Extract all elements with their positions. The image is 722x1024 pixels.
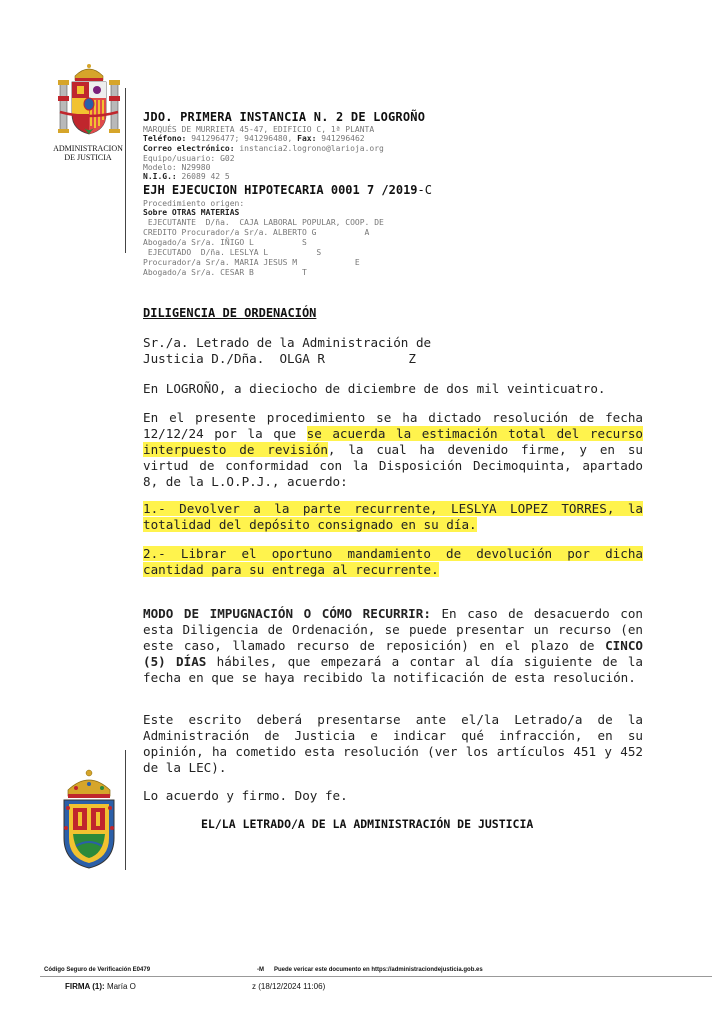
footer-rule [40,976,712,977]
party-line-1: EJECUTANTE D/ña. CAJA LABORAL POPULAR, COOP. DE [143,218,384,227]
item-2 [143,546,643,578]
coat-of-arms-la-rioja-logo [58,768,120,870]
telefono-label: Teléfono: [143,134,187,143]
letrado-line-2: Justicia D./Dña. OLGA R Z [143,351,416,366]
logo-caption-line-2: DE JUSTICIA [64,153,112,162]
party-line-3: Abogado/a Sr/a. IÑIGO L S [143,238,307,247]
firma-title: EL/LA LETRADO/A DE LA ADMINISTRACIÓN DE JUSTICIA [201,817,534,831]
item-1 [143,501,643,533]
email-label: Correo electrónico: [143,144,235,153]
modo-label: MODO DE IMPUGNACIÓN O CÓMO RECURRIR: [143,606,431,621]
modo-text-b: hábiles, que empezará a contar al día siguiente de la fecha en que se haya recibido la notificación de esta resolución. [143,654,643,685]
firma-name: María O [106,982,136,991]
footer-m: -M [257,967,264,973]
firma-date: z (18/12/2024 11:06) [252,982,326,991]
party-line-4: EJECUTADO D/ña. LESLYA L S [143,248,322,257]
nig-label: N.I.G.: [143,172,177,181]
modo-plazo: CINCO (5) DÍAS [143,638,643,669]
margin-rule-top [125,88,126,253]
logo-caption [52,144,124,162]
resolution-text-a: En el presente procedimiento se ha dictado resolución de fecha 12/12/24 por la que [143,410,643,441]
email-value: instancia2.logrono@larioja.org [239,144,384,153]
procedimiento-origen: Procedimiento origen: [143,199,245,208]
diligencia-title: DILIGENCIA DE ORDENACIÓN [143,306,317,320]
footer-firma-line [65,982,136,991]
sobre-text: Sobre OTRAS MATERIAS [143,208,240,217]
fax-value: 941296462 [321,134,365,143]
item-2-text: 2.- Librar el oportuno mandamiento de devolución por dicha cantidad para su entrega al recurrente. [143,546,643,577]
item-1-text: 1.- Devolver a la parte recurrente, LESLYA LOPEZ TORRES, la totalidad del depósito consignado en su día. [143,501,643,532]
party-line-6: Abogado/a Sr/a. CESAR B T [143,268,307,277]
margin-rule-bottom [125,750,126,870]
resolution-highlight: se acuerda la estimación total del recurso interpuesto de revisión [143,426,643,457]
modo-impugnacion-paragraph [143,606,643,686]
logo-caption-line-1: ADMINISTRACION [53,144,123,153]
firma-label: FIRMA (1): [65,982,105,991]
escrito-paragraph [143,712,643,776]
party-line-5: Procurador/a Sr/a. MARIA JESUS M E [143,258,360,267]
acuerdo-line: Lo acuerdo y firmo. Doy fe. [143,788,348,803]
footer-codigo: Código Seguro de Verificación E0479 [44,967,151,973]
modo-text-a: En caso de desacuerdo con esta Diligencia de Ordenación, se puede presentar un recurso (en este caso, llamado recurso de reposición) en el plazo de [143,606,643,653]
modelo: Modelo: N29980 [143,163,211,172]
nig-line [143,172,230,182]
resolution-text-b: , la cual ha devenido firme, y en su virtud de conformidad con la Disposición Decimoquinta, apartado 8, de la L.O.P.J., acuerdo: [143,442,643,489]
footer-verificar: Puede vericar este documento en https://administraciondejusticia.gob.es [274,967,483,973]
coat-of-arms-spain-logo [58,62,120,144]
party-line-2: CREDITO Procurador/a Sr/a. ALBERTO G A [143,228,370,237]
telefono-value: 941296477; 941296480, [191,134,293,143]
resolution-paragraph [143,410,643,490]
court-email-line [143,144,384,154]
fax-label: Fax: [297,134,317,143]
court-phone-line [143,134,365,144]
sobre-materias [143,208,239,218]
nig-value: 26089 42 5 [181,172,230,181]
case-title [143,183,432,197]
court-address: MARQUÉS DE MURRIETA 45-47, EDIFICIO C, 1ª PLANTA [143,125,375,134]
equipo-usuario: Equipo/usuario: G02 [143,154,235,163]
case-number: EJH EJECUCION HIPOTECARIA 0001 7 /2019 [143,183,418,197]
letrado-line-1: Sr./a. Letrado de la Administración de [143,335,432,350]
escrito-text: Este escrito deberá presentarse ante el/la Letrado/a de la Administración de Justicia e indicar qué infracción, en su opinión, ha cometido esta resolución (ver los artículos 451 y 452 de la LEC). [143,712,643,775]
court-name: JDO. PRIMERA INSTANCIA N. 2 DE LOGROÑO [143,110,426,124]
case-suffix: -C [417,183,432,197]
fecha-line: En LOGROÑO, a dieciocho de diciembre de dos mil veinticuatro. [143,381,606,396]
